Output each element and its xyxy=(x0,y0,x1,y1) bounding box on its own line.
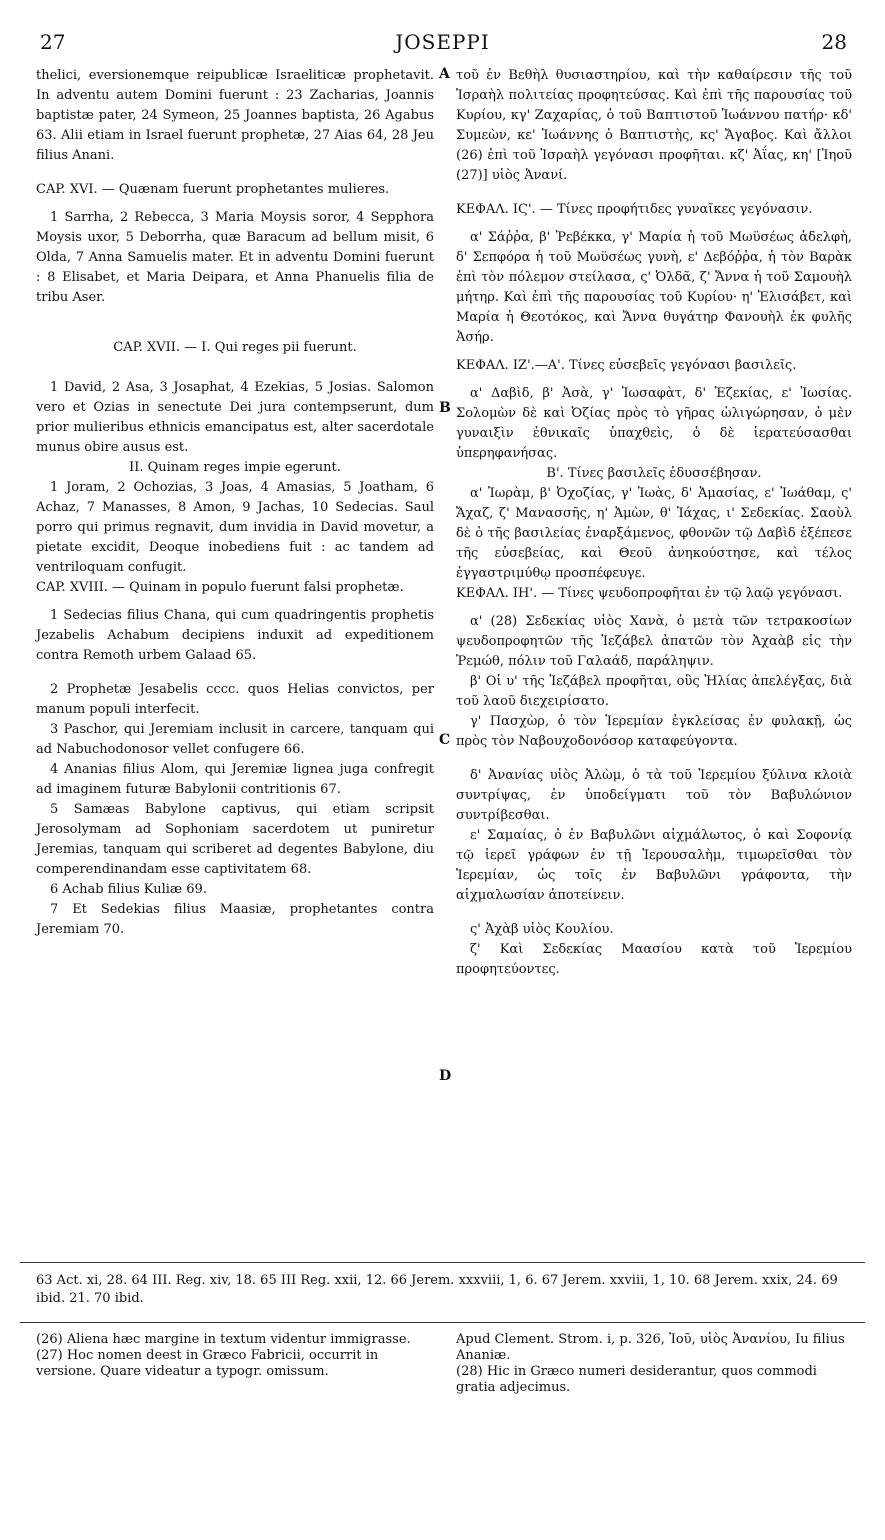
margin-letter-a: A xyxy=(439,66,450,82)
latin-paragraph-11: 7 Et Sedekias filius Maasiæ, prophetantes contra Jeremiam 70. xyxy=(36,902,434,937)
greek-subheading-2: Β'. Τίνες βασιλεῖς ἐδυσσέβησαν. xyxy=(546,466,762,481)
greek-chapter-16-heading: ΚΕΦΑΛ. ΙϚ'. — Τίνες προφήτιδες γυναῖκες γεγόνασιν. xyxy=(456,202,813,217)
footnote-28: (28) Hic in Græco numeri desiderantur, quos commodi gratia adjecimus. xyxy=(456,1364,817,1395)
notes-divider xyxy=(20,1262,865,1263)
greek-paragraph-5: α' (28) Σεδεκίας υἱὸς Χανὰ, ὁ μετὰ τῶν τετρακοσίων ψευδοπροφητῶν τῆς Ἰεζάβελ ἀπατῶν τὸν Ἀχαὰβ εἰς τὴν Ῥεμώθ, πόλιν τοῦ Γαλαάδ, παράληψιν. xyxy=(456,614,852,669)
greek-paragraph-7: γ' Πασχὼρ, ὁ τὸν Ἱερεμίαν ἐγκλείσας ἐν φυλακῇ, ὡς πρὸς τὸν Ναβουχοδονόσορ καταφεύγοντα. xyxy=(456,714,852,749)
greek-paragraph-2: α' Σάῤῥα, β' Ῥεβέκκα, γ' Μαρία ἡ τοῦ Μωϋσέως ἀδελφὴ, δ' Σεπφόρα ἡ τοῦ Μωϋσέως γυνὴ, ε' Δεβόῤῥα, ἡ τὸν Βαρὰκ ἐπὶ τὸν πόλεμον στείλασα, ς' Ὀλδᾶ, ζ' Ἄννα ἡ τοῦ Σαμουὴλ μήτηρ. Καὶ ἐπὶ τῆς παρουσίας τοῦ Κυρίου· η' Ἐλισάβετ, καὶ Μαρία ἡ Θεοτόκος, καὶ Ἄννα θυγάτηρ Φανουὴλ ἐκ φυλῆς Ἀσήρ. xyxy=(456,230,852,345)
running-title: JOSEPPI xyxy=(395,30,490,54)
left-page-number: 27 xyxy=(40,30,66,54)
greek-paragraph-4: α' Ἰωρὰμ, β' Ὀχοζίας, γ' Ἰωὰς, δ' Ἀμασίας, ε' Ἰωάθαμ, ς' Ἄχαζ, ζ' Μανασσῆς, η' Ἀμὼν, θ' Ἰάχας, ι' Σεδεκίας. Σαοὺλ δὲ ὁ τῆς βασιλείας ἐναρξάμενος, φθονῶν τῷ Δαβὶδ ἐξέπεσε τῆς εὐσεβείας, καὶ Θεοῦ ἀνηκούστησε, καὶ τέλος ἐγγαστριμύθῳ προσπέφευγε. xyxy=(456,486,852,581)
right-page-number: 28 xyxy=(821,30,847,54)
footnotes-divider xyxy=(20,1322,865,1323)
latin-chapter-18-heading: CAP. XVIII. — Quinam in populo fuerunt falsi prophetæ. xyxy=(36,580,404,595)
latin-subheading-2: II. Quinam reges impie egerunt. xyxy=(129,460,341,475)
latin-paragraph-3: 1 David, 2 Asa, 3 Josaphat, 4 Ezekias, 5 Josias. Salomon vero et Ozias in senectute Dei jura contempserunt, dum prior mulieribus ethnicis emancipatus est, alter sacerdotale munus obire ausus est. xyxy=(36,380,434,455)
margin-letter-d: D xyxy=(439,1068,452,1084)
latin-paragraph-4: 1 Joram, 2 Ochozias, 3 Joas, 4 Amasias, 5 Joatham, 6 Achaz, 7 Manasses, 8 Amon, 9 Jachas, 10 Sedecias. Saul porro qui primus regnavit, dum invidia in David movetur, a pietate excidit, Deoque inobediens fuit : ac tandem ad ventriloquam confugit. xyxy=(36,480,434,575)
footnote-27: (27) Hoc nomen deest in Græco Fabricii, occurrit in versione. Quare videatur a typogr. omissum. xyxy=(36,1348,379,1379)
footnotes-left xyxy=(36,1332,434,1380)
latin-chapter-16-heading: CAP. XVI. — Quænam fuerunt prophetantes mulieres. xyxy=(36,182,390,197)
greek-paragraph-10: ς' Ἀχὰβ υἱὸς Κουλίου. xyxy=(470,922,614,937)
greek-chapter-18-heading: ΚΕΦΑΛ. ΙΗ'. — Τίνες ψευδοπροφῆται ἐν τῷ λαῷ γεγόνασι. xyxy=(456,586,843,601)
footnote-26: (26) Aliena hæc margine in textum videntur immigrasse. xyxy=(36,1332,411,1347)
greek-paragraph-8: δ' Ἀνανίας υἱὸς Ἀλὼμ, ὁ τὰ τοῦ Ἱερεμίου ξύλινα κλοιὰ συντρίψας, ἐν ὑποδείγματι τοῦ τὸν Βαβυλώνιον συντρίβεσθαι. xyxy=(456,768,852,823)
greek-paragraph-3: α' Δαβὶδ, β' Ἀσὰ, γ' Ἰωσαφὰτ, δ' Ἐζεκίας, ε' Ἰωσίας. Σολομὼν δὲ καὶ Ὀζίας πρὸς τὸ γῆρας ὠλιγώρησαν, ὁ μὲν γυναιξὶν ἐθνικαῖς ὑπαχθεὶς, ὁ δὲ ἱερατεύσασθαι ὑπερηφανήσας. xyxy=(456,386,852,461)
greek-paragraph-6: β' Οἱ υ' τῆς Ἰεζάβελ προφῆται, οὓς Ἠλίας ἀπελέγξας, διὰ τοῦ λαοῦ διεχειρίσατο. xyxy=(456,674,852,709)
margin-letter-b: B xyxy=(439,400,451,416)
margin-letter-c: C xyxy=(439,732,451,748)
latin-paragraph-10: 6 Achab filius Kuliæ 69. xyxy=(50,882,207,897)
footnotes-right xyxy=(456,1332,854,1396)
latin-paragraph-6: 2 Prophetæ Jesabelis cccc. quos Helias convictos, per manum populi interfecit. xyxy=(36,682,434,717)
greek-chapter-17-heading: ΚΕΦΑΛ. ΙΖ'.—Α'. Τίνες εὐσεβεῖς γεγόνασι βασιλεῖς. xyxy=(456,358,797,373)
latin-column xyxy=(36,66,434,940)
scripture-notes: 63 Act. xi, 28. 64 III. Reg. xiv, 18. 65 III Reg. xxii, 12. 66 Jerem. xxxviii, 1, 6. 67 Jerem. xxviii, 1, 10. 68 Jerem. xxix, 24. 69 ibid. 21. 70 ibid. xyxy=(36,1273,838,1306)
greek-column xyxy=(456,66,852,980)
greek-paragraph-1: τοῦ ἐν Βεθὴλ θυσιαστηρίου, καὶ τὴν καθαίρεσιν τῆς τοῦ Ἰσραὴλ πολιτείας προφητεύσας. Καὶ ἐπὶ τῆς παρουσίας τοῦ Κυρίου, κγ' Ζαχαρίας, ὁ τοῦ Βαπτιστοῦ Ἰωάννου πατήρ· κδ' Συμεὼν, κε' Ἰωάννης ὁ Βαπτιστὴς, κς' Ἄγαβος. Καὶ ἄλλοι (26) ἐπὶ τοῦ Ἰσραὴλ γεγόνασι προφῆται. κζ' Ἀΐας, κη' [Ἰηοῦ (27)] υἱὸς Ἀνανί. xyxy=(456,68,852,183)
latin-paragraph-8: 4 Ananias filius Alom, qui Jeremiæ lignea juga confregit ad imaginem futuræ Babylonii contritionis 67. xyxy=(36,762,434,797)
latin-paragraph-7: 3 Paschor, qui Jeremiam inclusit in carcere, tanquam qui ad Nabuchodonosor vellet confugere 66. xyxy=(36,722,434,757)
latin-paragraph-5: 1 Sedecias filius Chana, qui cum quadringentis prophetis Jezabelis Achabum decipiens induxit ad expeditionem contra Remoth urbem Galaad 65. xyxy=(36,608,434,663)
latin-paragraph-2: 1 Sarrha, 2 Rebecca, 3 Maria Moysis soror, 4 Sepphora Moysis uxor, 5 Deborrha, quæ Baracum ad bellum misit, 6 Olda, 7 Anna Samuelis mater. Et in adventu Domini fuerunt : 8 Elisabet, et Maria Deipara, et Anna Phanuelis filia de tribu Aser. xyxy=(36,210,434,305)
latin-chapter-17-heading: CAP. XVII. — I. Qui reges pii fuerunt. xyxy=(113,340,357,355)
greek-paragraph-9: ε' Σαμαίας, ὁ ἐν Βαβυλῶνι αἰχμάλωτος, ὁ καὶ Σοφονίᾳ τῷ ἱερεῖ γράφων ἐν τῇ Ἱερουσαλὴμ, τιμωρεῖσθαι τὸν Ἱερεμίαν, ὡς τοῖς ἐν Βαβυλῶνι γράφοντα, τὴν αἰχμαλωσίαν ἀποτείνειν. xyxy=(456,828,852,903)
latin-paragraph-1: thelici, eversionemque reipublicæ Israeliticæ prophetavit. In adventu autem Domini fuerunt : 23 Zacharias, Joannis baptistæ pater, 24 Symeon, 25 Joannes baptista, 26 Agabus 63. Alii etiam in Israel fuerunt prophetæ, 27 Aias 64, 28 Jeu filius Anani. xyxy=(36,68,434,163)
greek-paragraph-11: ζ' Καὶ Σεδεκίας Μαασίου κατὰ τοῦ Ἱερεμίου προφητεύοντες. xyxy=(456,942,852,977)
latin-paragraph-9: 5 Samæas Babylone captivus, qui etiam scripsit Jerosolymam ad Sophoniam sacerdotem ut puniretur Jeremias, tanquam qui scriberet ad degentes Babylone, diu comperendinandam esse captivitatem 68. xyxy=(36,802,434,877)
footnote-27-continued: Apud Clement. Strom. i, p. 326, Ἰοῦ, υἱὸς Ἀνανίου, Iu filius Ananiæ. xyxy=(456,1332,845,1363)
